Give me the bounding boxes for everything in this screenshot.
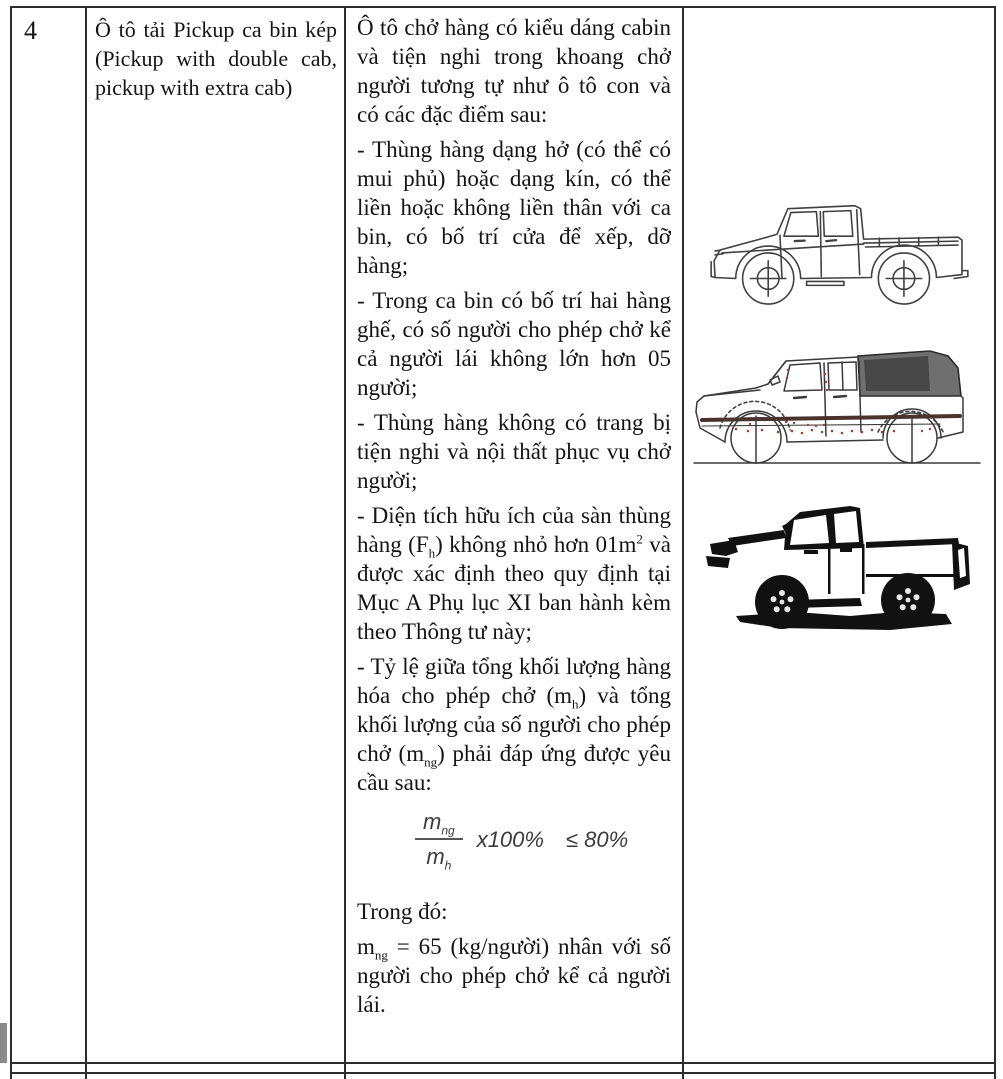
table-col2-divider — [344, 6, 346, 1079]
formula-numerator: $m_{ng}$ — [415, 807, 463, 840]
description-bullet-5: - Tỷ lệ giữa tổng khối lượng hàng hóa cho phép chở $(m_h)$ và tổng khối lượng của số người cho phép chở $(m_{ng})$ phải đáp ứng được yêu cầu sau: — [357, 654, 671, 795]
table-next-row-border — [10, 1072, 996, 1074]
table-row-bottom-border — [10, 1062, 996, 1064]
note-text: $m_{ng} = 65$ (kg/người) nhân với số người cho phép chở kể cả người lái. — [357, 934, 671, 1017]
extra-cab-pickup-photo-image — [700, 488, 983, 643]
vehicle-name-cell — [95, 15, 337, 102]
vehicle-name-vi: Ô tô tải Pickup ca bin kép — [95, 17, 337, 42]
description-bullet-3: - Thùng hàng không có trang bị tiện nghi và nội thất phục vụ chở người; — [357, 410, 671, 493]
description-bullet-4: - Diện tích hữu ích của sàn thùng hàng $(F_h)$ không nhỏ hơn $01m^2$ và được xác định theo quy định tại Mục A Phụ lục XI ban hành kèm theo Thông tư này; — [357, 503, 671, 644]
formula-expression: x100% — [476, 826, 544, 852]
description-bullet-1: - Thùng hàng dạng hở (có thể có mui phủ) hoặc dạng kín, có thể liền hoặc không liền thân với ca bin, có bố trí cửa để xếp, dỡ hàng; — [357, 137, 671, 278]
left-edge-gray-artifact — [0, 1023, 7, 1063]
pickup-with-canopy-drawing-image — [690, 332, 986, 464]
description-bullet-2: - Trong ca bin có bố trí hai hàng ghế, có số người cho phép chở kể cả người lái không lớn hơn 05 người; — [357, 288, 671, 400]
table-top-border — [10, 6, 996, 8]
description-cell — [357, 13, 671, 1025]
mass-ratio-formula — [415, 807, 671, 871]
formula-denominator: $m_h$ — [426, 844, 452, 873]
description-intro: Ô tô chở hàng có kiểu dáng cabin và tiện nghi trong khoang chở người tương tự như ô tô con và có các đặc điểm sau: — [357, 15, 671, 127]
table-right-border — [994, 6, 996, 1079]
table-col3-divider — [682, 6, 684, 1079]
row-number: 4 — [24, 16, 37, 45]
note-heading: Trong đó: — [357, 899, 448, 924]
spacer — [357, 871, 671, 897]
formula-fraction — [415, 807, 463, 871]
table-left-border — [10, 6, 12, 1079]
table-col1-divider — [85, 6, 87, 1079]
formula-condition: ≤ 80% — [565, 826, 629, 852]
double-cab-pickup-line-drawing-image — [704, 188, 976, 308]
vehicle-name-en: (Pickup with double cab, pickup with extra cab) — [95, 46, 337, 100]
